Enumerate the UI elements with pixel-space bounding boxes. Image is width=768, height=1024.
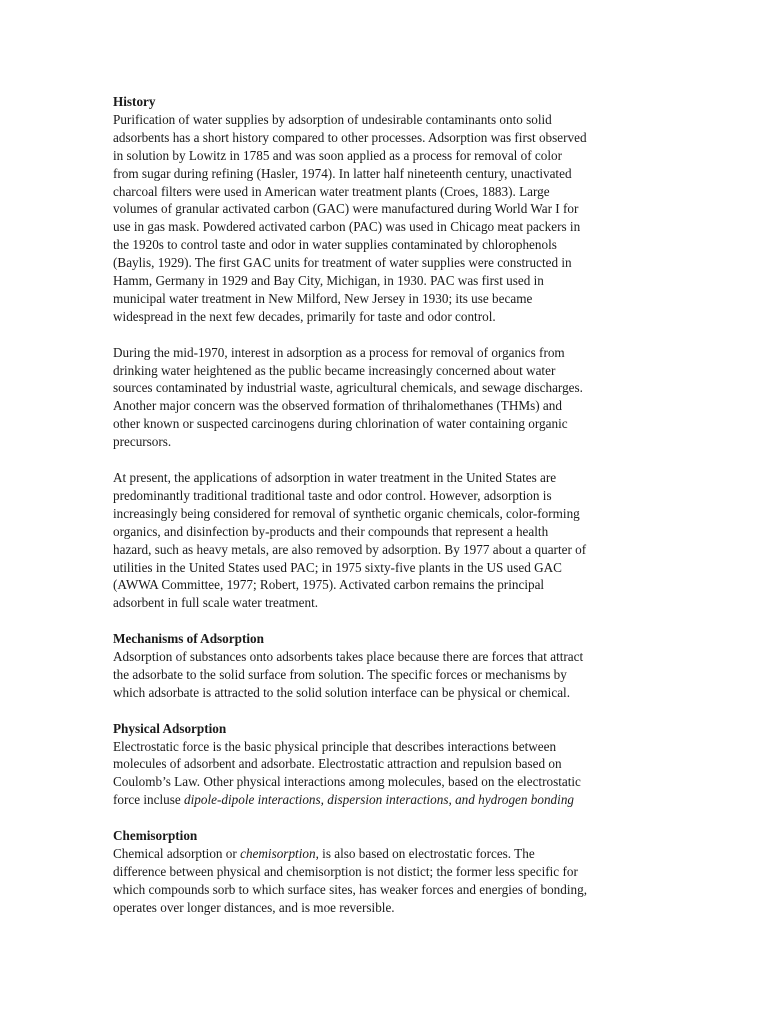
- text-line: the 1920s to control taste and odor in water supplies contaminated by chlorophenols: [113, 237, 557, 253]
- section-heading-history: History: [113, 94, 156, 109]
- text-line: (Baylis, 1929). The first GAC units for treatment of water supplies were constructed in: [113, 255, 572, 271]
- document-page: [113, 93, 661, 917]
- text-line: other known or suspected carcinogens during chlorination of water containing organic: [113, 416, 568, 432]
- chemisorption-paragraph: [113, 845, 661, 917]
- text-line: [113, 791, 661, 809]
- text-line: (AWWA Committee, 1977; Robert, 1975). Activated carbon remains the principal: [113, 577, 545, 593]
- text-line: volumes of granular activated carbon (GAC) were manufactured during World War I for: [113, 201, 579, 217]
- italic-text-run: dipole-dipole interactions, dispersion interactions, and hydrogen bonding: [184, 792, 575, 808]
- text-line: use in gas mask. Powdered activated carbon (PAC) was used in Chicago meat packers in: [113, 219, 581, 235]
- section-heading-mechanisms: Mechanisms of Adsorption: [113, 631, 264, 647]
- text-line: predominantly traditional traditional taste and odor control. However, adsorption is: [113, 487, 552, 503]
- text-run: Chemical adsorption or: [113, 845, 241, 861]
- section-heading-chemisorption: Chemisorption: [113, 828, 198, 844]
- text-line: During the mid-1970, interest in adsorption as a process for removal of organics from: [113, 344, 565, 360]
- text-line: widespread in the next few decades, primarily for taste and odor control.: [113, 308, 496, 324]
- text-line: which adsorbate is attracted to the solid solution interface can be physical or chemical.: [113, 684, 571, 700]
- history-paragraph-1: [113, 111, 661, 326]
- text-line: molecules of adsorbent and adsorbate. Electrostatic attraction and repulsion based on: [113, 756, 562, 772]
- text-line: organics, and disinfection by-products and their compounds that represent a health: [113, 523, 549, 539]
- text-line: precursors.: [113, 434, 172, 450]
- text-line: Purification of water supplies by adsorption of undesirable contaminants onto solid: [113, 111, 552, 127]
- text-run: force incluse: [113, 792, 185, 808]
- history-paragraph-2: [113, 344, 661, 451]
- text-line: difference between physical and chemisorption is not distict; the former less specific for: [113, 863, 578, 879]
- text-line: municipal water treatment in New Milford, New Jersey in 1930; its use became: [113, 290, 533, 306]
- text-line: operates over longer distances, and is moe reversible.: [113, 899, 395, 915]
- text-line: the adsorbate to the solid surface from solution. The specific forces or mechanisms by: [113, 666, 567, 682]
- text-line: sources contaminated by industrial waste, agricultural chemicals, and sewage discharges.: [113, 380, 583, 396]
- text-line: Hamm, Germany in 1929 and Bay City, Michigan, in 1930. PAC was first used in: [113, 273, 544, 289]
- text-line: which compounds sorb to which surface sites, has weaker forces and energies of bonding,: [113, 881, 588, 897]
- text-line: from sugar during refining (Hasler, 1974). In latter half nineteenth century, unactivated: [113, 165, 572, 181]
- history-paragraph-3: [113, 469, 661, 612]
- text-line: drinking water heightened as the public became increasingly concerned about water: [113, 362, 556, 378]
- text-line: hazard, such as heavy metals, are also removed by adsorption. By 1977 about a quarter of: [113, 541, 587, 557]
- mechanisms-paragraph: [113, 648, 661, 702]
- text-line: adsorbent in full scale water treatment.: [113, 595, 319, 611]
- italic-text-run: chemisorption: [240, 845, 316, 861]
- text-line: Coulomb’s Law. Other physical interactions among molecules, based on the electrostatic: [113, 774, 581, 790]
- text-line: Electrostatic force is the basic physical principle that describes interactions between: [113, 738, 557, 754]
- text-run: , is also based on electrostatic forces. The: [315, 845, 535, 861]
- text-line: Adsorption of substances onto adsorbents takes place because there are forces that attract: [113, 649, 584, 665]
- section-heading-physical-adsorption: Physical Adsorption: [113, 720, 227, 736]
- text-line: Another major concern was the observed formation of thrihalomethanes (THMs) and: [113, 398, 562, 414]
- text-line: charcoal filters were used in American water treatment plants (Croes, 1883). Large: [113, 183, 550, 199]
- text-line: [113, 845, 661, 863]
- text-line: adsorbents has a short history compared to other processes. Adsorption was first observed: [113, 129, 587, 145]
- text-line: increasingly being considered for removal of synthetic organic chemicals, color-forming: [113, 505, 580, 521]
- text-line: utilities in the United States used PAC; in 1975 sixty-five plants in the US used GAC: [113, 559, 562, 575]
- text-line: in solution by Lowitz in 1785 and was soon applied as a process for removal of color: [113, 147, 563, 163]
- text-line: At present, the applications of adsorption in water treatment in the United States are: [113, 470, 557, 485]
- physical-adsorption-paragraph: [113, 738, 661, 810]
